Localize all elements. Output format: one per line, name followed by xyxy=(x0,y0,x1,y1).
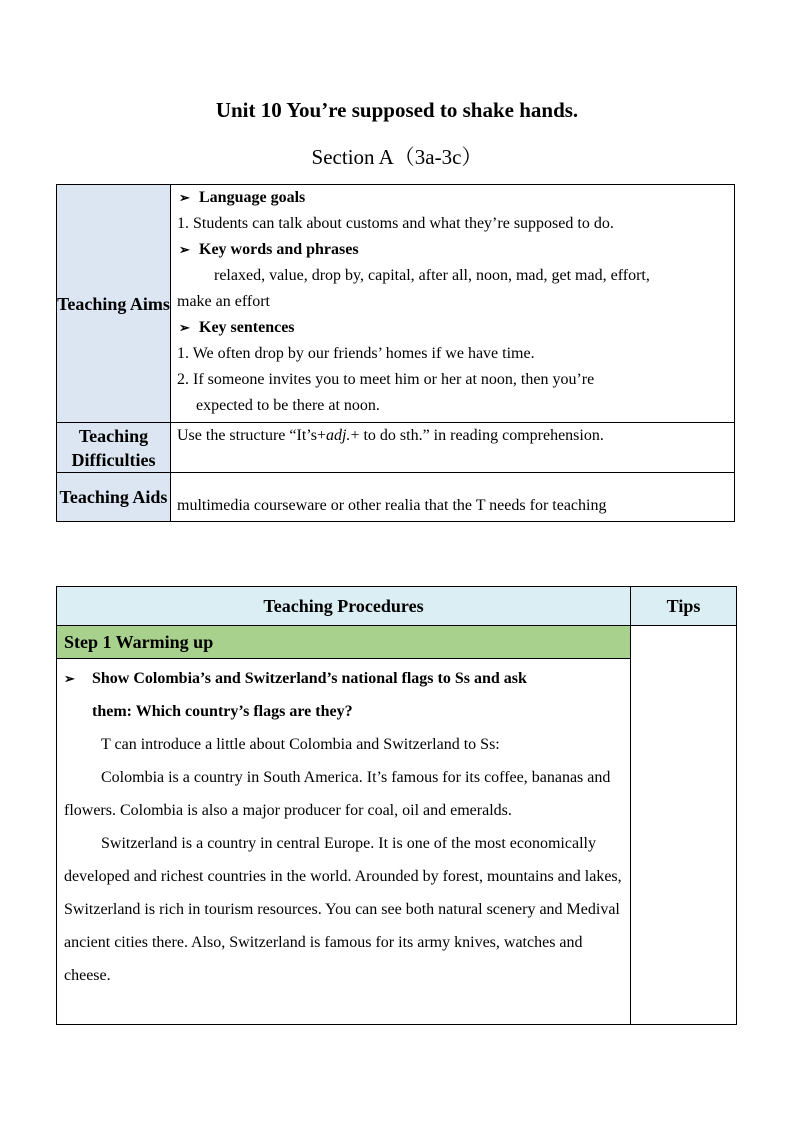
key-sentences-heading: ➢ Key sentences xyxy=(177,315,728,341)
key-words-heading: ➢ Key words and phrases xyxy=(177,237,728,263)
intro-paragraph: T can introduce a little about Colombia and Switzerland to Ss: xyxy=(101,736,500,753)
difficulties-text-post: + to do sth.” in reading comprehension. xyxy=(350,427,604,444)
aims-label: Teaching Aims xyxy=(57,185,171,423)
procedures-table xyxy=(56,586,737,1025)
language-goals-heading: ➢ Language goals xyxy=(177,185,728,211)
procedures-header: Teaching Procedures xyxy=(57,587,631,626)
key-words-line1: relaxed, value, drop by, capital, after all, noon, mad, get mad, effort, xyxy=(214,267,650,284)
aids-row xyxy=(57,473,735,522)
arrow-bullet-icon: ➢ xyxy=(179,190,190,205)
aims-row xyxy=(57,185,735,423)
language-goal-1: 1. Students can talk about customs and what they’re supposed to do. xyxy=(177,215,614,232)
difficulties-row xyxy=(57,423,735,473)
arrow-bullet-icon: ➢ xyxy=(179,242,190,257)
arrow-bullet-icon: ➢ xyxy=(179,320,190,335)
switzerland-paragraph: Switzerland is a country in central Europe. It is one of the most economically developed and richest countries in the world. Arounded by forest, mountains and lakes, Switzerland is rich in tourism resources. You can see both natural scenery and Medival ancient cities there. Also, Switzerland is famous for its army knives, watches and cheese. xyxy=(64,835,622,984)
aims-content xyxy=(171,185,735,423)
difficulties-text-italic: adj. xyxy=(325,427,351,444)
tips-cell xyxy=(631,626,737,1025)
difficulties-content xyxy=(171,423,735,473)
procedures-header-row xyxy=(57,587,737,626)
arrow-bullet-icon: ➢ xyxy=(64,671,75,686)
difficulties-text-pre: Use the structure “It’s+ xyxy=(177,427,326,444)
aids-label: Teaching Aids xyxy=(57,473,171,522)
key-sentence-2a: 2. If someone invites you to meet him or her at noon, then you’re xyxy=(177,371,595,388)
step1-title: Step 1 Warming up xyxy=(57,626,631,659)
page-subtitle: Section A（3a-3c） xyxy=(311,145,483,169)
tips-header: Tips xyxy=(631,587,737,626)
page-title: Unit 10 You’re supposed to shake hands. xyxy=(215,98,579,122)
aids-content: multimedia courseware or other realia that the T needs for teaching xyxy=(171,473,735,522)
step1-body xyxy=(57,659,631,1025)
step1-row xyxy=(57,626,737,659)
teaching-info-table xyxy=(56,184,735,522)
key-sentence-2b: expected to be there at noon. xyxy=(196,397,380,414)
step1-bullet: ➢ Show Colombia’s and Switzerland’s national flags to Ss and ask them: Which country’s flags are they? xyxy=(64,662,622,728)
colombia-paragraph: Colombia is a country in South America. It’s famous for its coffee, bananas and flowers. Colombia is also a major producer for coal, oil and emeralds. xyxy=(64,769,611,819)
key-sentence-1: 1. We often drop by our friends’ homes if we have time. xyxy=(177,345,535,362)
key-words-line2: make an effort xyxy=(177,293,270,310)
difficulties-label: Teaching Difficulties xyxy=(57,423,171,473)
